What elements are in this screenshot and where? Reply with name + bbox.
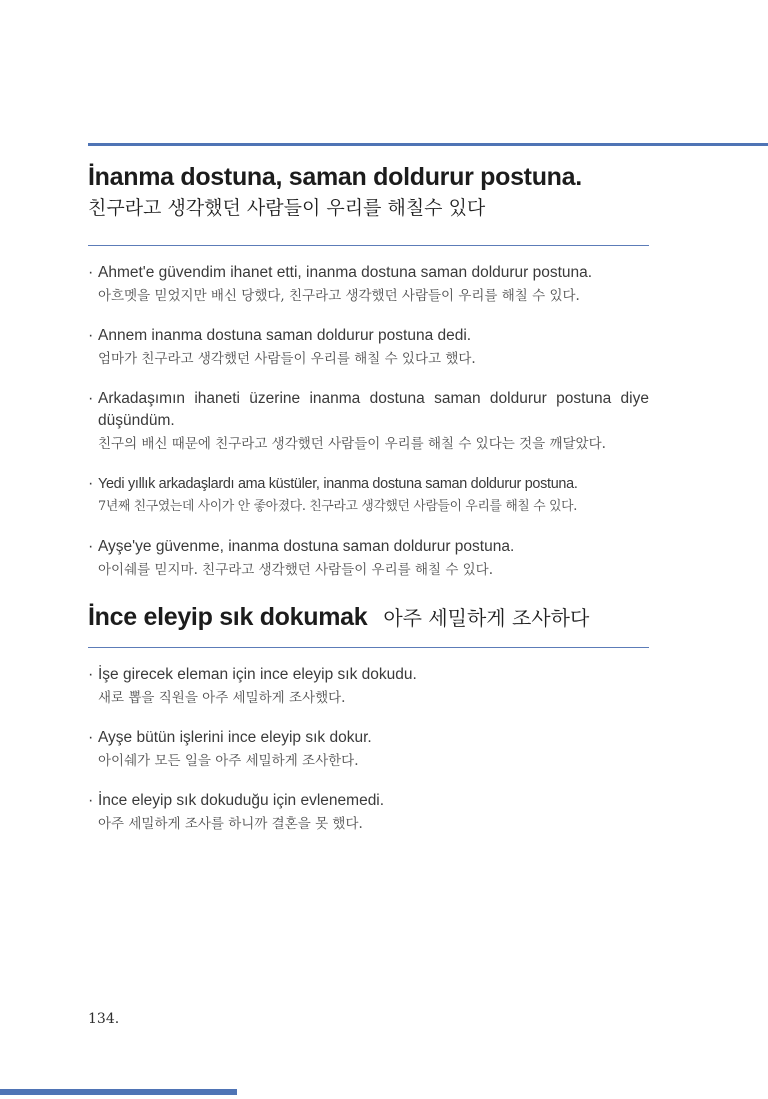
example-korean: 아이쉐가 모든 일을 아주 세밀하게 조사한다. bbox=[98, 753, 359, 769]
proverb-section bbox=[88, 162, 649, 580]
bullet-dot: · bbox=[88, 390, 94, 407]
example-turkish: Yedi yıllık arkadaşlardı ama küstüler, inanma dostuna saman doldurur postuna. bbox=[98, 476, 578, 492]
example-turkish: Ahmet'e güvendim ihanet etti, inanma dostuna saman doldurur postuna. bbox=[98, 264, 593, 281]
example-item bbox=[88, 727, 649, 771]
section-title-korean: 친구라고 생각했던 사람들이 우리를 해칠수 있다 bbox=[88, 197, 486, 219]
example-turkish: İnce eleyip sık dokuduğu için evlenemedi. bbox=[98, 792, 385, 809]
section-heading bbox=[88, 602, 649, 632]
example-turkish: Ayşe bütün işlerini ince eleyip sık dokur. bbox=[98, 729, 372, 746]
bullet-dot: · bbox=[88, 327, 94, 344]
example-item bbox=[88, 790, 649, 834]
example-korean: 아주 세밀하게 조사를 하니까 결혼을 못 했다. bbox=[98, 816, 363, 832]
example-korean: 엄마가 친구라고 생각했던 사람들이 우리를 해칠 수 있다고 했다. bbox=[98, 351, 476, 367]
example-list bbox=[88, 262, 649, 580]
content-area bbox=[88, 162, 649, 854]
example-turkish: İşe girecek eleman için ince eleyip sık dokudu. bbox=[98, 666, 417, 683]
example-item bbox=[88, 388, 649, 454]
top-accent-line bbox=[88, 143, 768, 146]
example-korean: 친구의 배신 때문에 친구라고 생각했던 사람들이 우리를 해칠 수 있다는 것을 깨달았다. bbox=[98, 436, 606, 452]
footer-accent-bar bbox=[0, 1089, 237, 1095]
proverb-section bbox=[88, 602, 649, 834]
example-korean: 새로 뽑을 직원을 아주 세밀하게 조사했다. bbox=[98, 690, 346, 706]
example-item bbox=[88, 473, 649, 517]
section-heading bbox=[88, 162, 649, 221]
bullet-dot: · bbox=[88, 792, 94, 809]
bullet-dot: · bbox=[88, 475, 94, 492]
section-title-turkish: İnanma dostuna, saman doldurur postuna. bbox=[88, 163, 582, 191]
bullet-dot: · bbox=[88, 729, 94, 746]
bullet-dot: · bbox=[88, 264, 94, 281]
example-list bbox=[88, 664, 649, 834]
example-item bbox=[88, 325, 649, 369]
example-item bbox=[88, 262, 649, 306]
page-number: 134. bbox=[88, 1011, 120, 1027]
example-turkish: Annem inanma dostuna saman doldurur postuna dedi. bbox=[98, 327, 472, 344]
example-turkish: Ayşe'ye güvenme, inanma dostuna saman doldurur postuna. bbox=[98, 538, 515, 555]
section-divider-line bbox=[88, 647, 649, 648]
example-korean: 7년째 친구였는데 사이가 안 좋아졌다. 친구라고 생각했던 사람들이 우리를 해칠 수 있다. bbox=[98, 499, 577, 514]
example-item bbox=[88, 536, 649, 580]
section-title-korean: 아주 세밀하게 조사하다 bbox=[383, 606, 590, 630]
example-korean: 아이쉐를 믿지마. 친구라고 생각했던 사람들이 우리를 해칠 수 있다. bbox=[98, 562, 494, 578]
bullet-dot: · bbox=[88, 666, 94, 683]
example-turkish: Arkadaşımın ihaneti üzerine inanma dostuna saman doldurur postuna diye düşündüm. bbox=[98, 390, 649, 429]
section-divider-line bbox=[88, 245, 649, 246]
example-item bbox=[88, 664, 649, 708]
section-title-turkish: İnce eleyip sık dokumak bbox=[88, 603, 368, 631]
example-korean: 아흐멧을 믿었지만 배신 당했다, 친구라고 생각했던 사람들이 우리를 해칠 수 있다. bbox=[98, 288, 580, 304]
bullet-dot: · bbox=[88, 538, 94, 555]
